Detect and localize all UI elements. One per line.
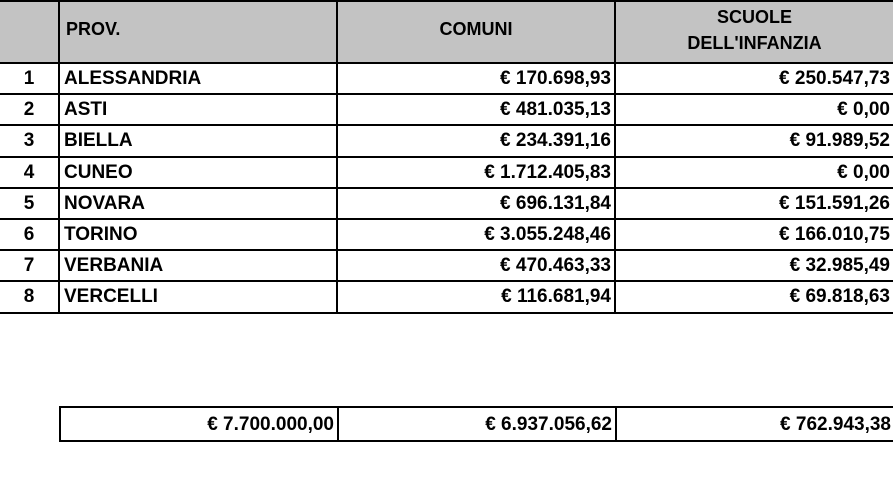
- row-comuni-amount: € 481.035,13: [337, 94, 615, 125]
- row-scuole-amount: € 166.010,75: [615, 219, 893, 250]
- totals-row: [60, 407, 893, 441]
- header-scuole-line2: DELL'INFANZIA: [687, 33, 822, 53]
- table-row: [0, 188, 893, 219]
- table-row: [0, 219, 893, 250]
- table-row: [0, 63, 893, 94]
- row-comuni-amount: € 3.055.248,46: [337, 219, 615, 250]
- row-comuni-amount: € 234.391,16: [337, 125, 615, 156]
- row-number: 6: [0, 219, 59, 250]
- table-header-row: [0, 1, 893, 63]
- row-number: 2: [0, 94, 59, 125]
- table-row: [0, 125, 893, 156]
- row-comuni-amount: € 696.131,84: [337, 188, 615, 219]
- row-province: TORINO: [59, 219, 337, 250]
- row-province: VERCELLI: [59, 281, 337, 312]
- row-number: 3: [0, 125, 59, 156]
- table-row: [0, 94, 893, 125]
- grand-total-amount: € 7.700.000,00: [60, 407, 338, 441]
- row-province: VERBANIA: [59, 250, 337, 281]
- row-scuole-amount: € 151.591,26: [615, 188, 893, 219]
- row-province: ASTI: [59, 94, 337, 125]
- row-scuole-amount: € 69.818,63: [615, 281, 893, 312]
- row-number: 8: [0, 281, 59, 312]
- row-scuole-amount: € 0,00: [615, 94, 893, 125]
- table-row: [0, 281, 893, 312]
- row-province: BIELLA: [59, 125, 337, 156]
- header-scuole-line1: SCUOLE: [716, 6, 792, 27]
- row-comuni-amount: € 470.463,33: [337, 250, 615, 281]
- table-row: [0, 250, 893, 281]
- header-prov: PROV.: [59, 1, 337, 63]
- row-scuole-amount: € 91.989,52: [615, 125, 893, 156]
- row-province: NOVARA: [59, 188, 337, 219]
- row-province: CUNEO: [59, 157, 337, 188]
- comuni-total-amount: € 6.937.056,62: [338, 407, 616, 441]
- row-province: ALESSANDRIA: [59, 63, 337, 94]
- row-scuole-amount: € 0,00: [615, 157, 893, 188]
- row-number: 4: [0, 157, 59, 188]
- row-number: 5: [0, 188, 59, 219]
- row-number: 7: [0, 250, 59, 281]
- row-comuni-amount: € 170.698,93: [337, 63, 615, 94]
- totals-table: [59, 406, 893, 442]
- row-scuole-amount: € 32.985,49: [615, 250, 893, 281]
- header-number-cell: [0, 1, 59, 63]
- row-number: 1: [0, 63, 59, 94]
- row-comuni-amount: € 1.712.405,83: [337, 157, 615, 188]
- row-scuole-amount: € 250.547,73: [615, 63, 893, 94]
- row-comuni-amount: € 116.681,94: [337, 281, 615, 312]
- header-scuole: [615, 1, 893, 63]
- scuole-total-amount: € 762.943,38: [616, 407, 893, 441]
- header-comuni: COMUNI: [337, 1, 615, 63]
- table-row: [0, 157, 893, 188]
